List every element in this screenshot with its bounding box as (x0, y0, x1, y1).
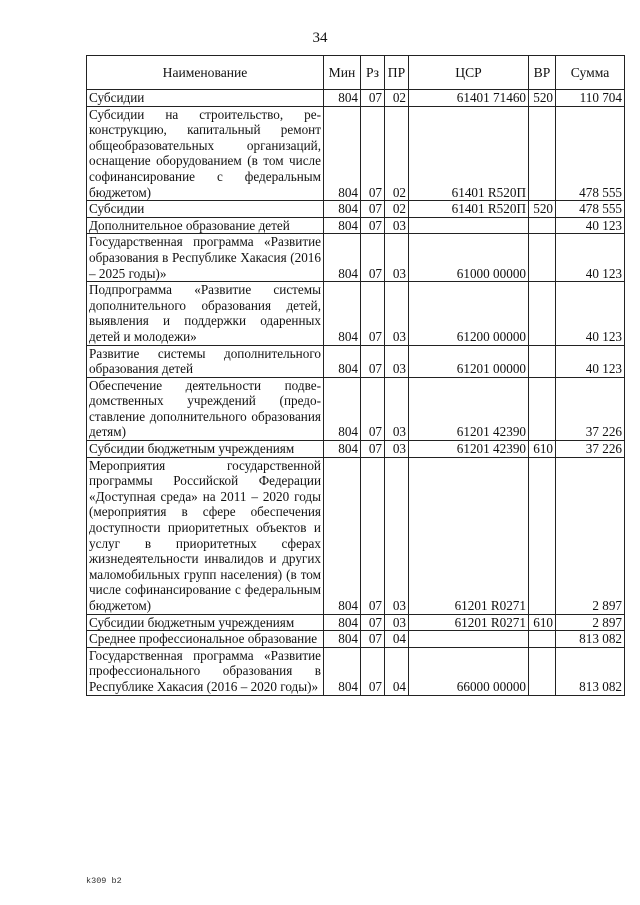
row-min: 804 (324, 282, 361, 345)
row-csr: 61200 00000 (409, 282, 529, 345)
row-rz: 07 (361, 457, 385, 614)
table-row (87, 614, 625, 631)
row-csr: 61201 00000 (409, 345, 529, 377)
table-row (87, 457, 625, 614)
row-name: Государственная программа «Развитие образования в Республике Хакасия (2016 – 2025 годы)» (87, 234, 324, 282)
row-vr (529, 106, 556, 201)
row-vr: 610 (529, 441, 556, 458)
row-vr (529, 217, 556, 234)
row-pr: 02 (385, 106, 409, 201)
row-pr: 02 (385, 90, 409, 107)
row-sum: 2 897 (556, 457, 625, 614)
row-name: Обеспечение деятельности подведомственных учреждений (предоставление дополнительного образования детям) (87, 377, 324, 440)
row-rz: 07 (361, 614, 385, 631)
row-vr: 520 (529, 201, 556, 218)
row-csr (409, 217, 529, 234)
row-rz: 07 (361, 201, 385, 218)
footer-code: k309 b2 (86, 876, 122, 886)
row-sum: 478 555 (556, 201, 625, 218)
row-vr (529, 647, 556, 695)
row-vr: 610 (529, 614, 556, 631)
row-min: 804 (324, 90, 361, 107)
table-row (87, 647, 625, 695)
row-csr: 61201 42390 (409, 441, 529, 458)
row-min: 804 (324, 647, 361, 695)
row-name: Среднее профессиональное образование (87, 631, 324, 648)
row-csr (409, 631, 529, 648)
header-vr: ВР (529, 56, 556, 90)
table-row (87, 90, 625, 107)
row-rz: 07 (361, 90, 385, 107)
table-row (87, 234, 625, 282)
table-row (87, 106, 625, 201)
row-sum: 40 123 (556, 217, 625, 234)
row-vr (529, 377, 556, 440)
page-number: 34 (312, 30, 328, 46)
row-rz: 07 (361, 441, 385, 458)
row-name: Государственная программа «Развитие профессионального образования в Республике Хакасия (2016 – 2020 годы)» (87, 647, 324, 695)
row-min: 804 (324, 441, 361, 458)
row-name: Субсидии бюджетным учреждениям (87, 614, 324, 631)
row-pr: 03 (385, 457, 409, 614)
row-sum: 37 226 (556, 377, 625, 440)
row-min: 804 (324, 217, 361, 234)
table-body (87, 90, 625, 696)
row-sum: 37 226 (556, 441, 625, 458)
row-sum: 40 123 (556, 234, 625, 282)
row-rz: 07 (361, 345, 385, 377)
table-header-row (87, 56, 625, 90)
row-pr: 03 (385, 234, 409, 282)
row-min: 804 (324, 201, 361, 218)
row-rz: 07 (361, 106, 385, 201)
header-rz: Рз (361, 56, 385, 90)
row-vr (529, 234, 556, 282)
table-row (87, 201, 625, 218)
row-pr: 03 (385, 217, 409, 234)
row-csr: 61201 42390 (409, 377, 529, 440)
row-rz: 07 (361, 647, 385, 695)
row-min: 804 (324, 631, 361, 648)
table-row (87, 345, 625, 377)
row-pr: 03 (385, 377, 409, 440)
row-csr: 61401 R520П (409, 106, 529, 201)
header-pr: ПР (385, 56, 409, 90)
row-vr (529, 282, 556, 345)
row-min: 804 (324, 614, 361, 631)
row-name: Субсидии (87, 90, 324, 107)
row-vr (529, 345, 556, 377)
row-pr: 04 (385, 647, 409, 695)
row-name: Субсидии (87, 201, 324, 218)
row-pr: 03 (385, 614, 409, 631)
row-pr: 03 (385, 282, 409, 345)
row-sum: 110 704 (556, 90, 625, 107)
row-name: Субсидии бюджетным учреждениям (87, 441, 324, 458)
table-row (87, 631, 625, 648)
row-vr: 520 (529, 90, 556, 107)
header-name: Наименование (87, 56, 324, 90)
row-pr: 04 (385, 631, 409, 648)
row-pr: 02 (385, 201, 409, 218)
row-sum: 478 555 (556, 106, 625, 201)
row-min: 804 (324, 234, 361, 282)
header-sum: Сумма (556, 56, 625, 90)
row-sum: 2 897 (556, 614, 625, 631)
row-vr (529, 631, 556, 648)
table-row (87, 282, 625, 345)
row-csr: 61201 R0271 (409, 457, 529, 614)
row-rz: 07 (361, 282, 385, 345)
table-row (87, 217, 625, 234)
row-name: Мероприятия государственной программы Российской Федерации «Доступная среда» на 2011 – 2020 годы (мероприятия в сфере обеспечения доступности приоритетных объектов и услуг в приоритетных сферах жизнедеятельности инвалидов и других маломобильных групп населения) (в том числе софинансирование с федеральным бюджетом) (87, 457, 324, 614)
row-min: 804 (324, 345, 361, 377)
row-pr: 03 (385, 441, 409, 458)
row-min: 804 (324, 457, 361, 614)
row-min: 804 (324, 106, 361, 201)
header-min: Мин (324, 56, 361, 90)
budget-table (86, 55, 625, 696)
row-sum: 40 123 (556, 345, 625, 377)
row-rz: 07 (361, 234, 385, 282)
row-csr: 61000 00000 (409, 234, 529, 282)
row-csr: 61401 71460 (409, 90, 529, 107)
row-rz: 07 (361, 631, 385, 648)
row-vr (529, 457, 556, 614)
row-name: Субсидии на строительство, реконструкцию, капитальный ремонт общеобразовательных организаций, оснащение оборудованием (в том числе софинансирование с федеральным бюджетом) (87, 106, 324, 201)
table-row (87, 441, 625, 458)
row-name: Дополнительное образование детей (87, 217, 324, 234)
table-row (87, 377, 625, 440)
row-name: Подпрограмма «Развитие системы дополнительного образования детей, выявления и поддержки одаренных детей и молодежи» (87, 282, 324, 345)
row-min: 804 (324, 377, 361, 440)
row-pr: 03 (385, 345, 409, 377)
row-csr: 66000 00000 (409, 647, 529, 695)
row-sum: 813 082 (556, 631, 625, 648)
header-csr: ЦСР (409, 56, 529, 90)
row-sum: 813 082 (556, 647, 625, 695)
row-csr: 61401 R520П (409, 201, 529, 218)
row-sum: 40 123 (556, 282, 625, 345)
row-name: Развитие системы дополнительного образования детей (87, 345, 324, 377)
row-csr: 61201 R0271 (409, 614, 529, 631)
row-rz: 07 (361, 217, 385, 234)
row-rz: 07 (361, 377, 385, 440)
